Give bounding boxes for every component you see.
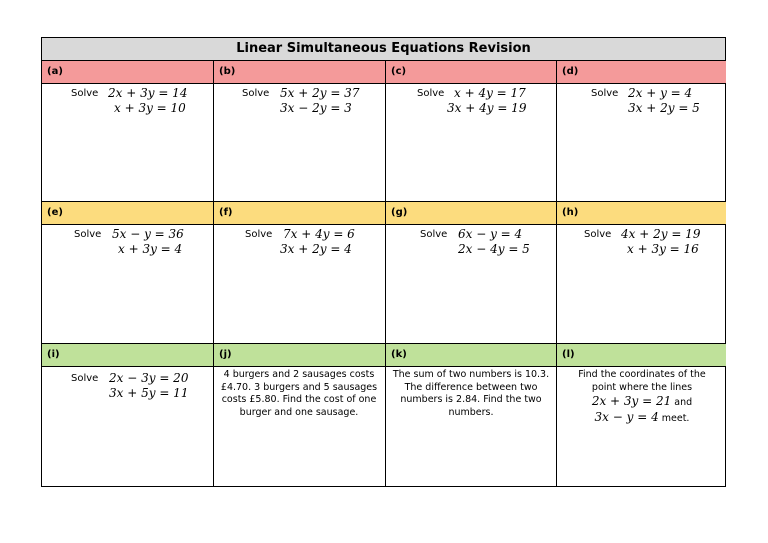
- solve-label: Solve: [584, 229, 612, 240]
- meet-word: meet.: [661, 413, 690, 424]
- equation-f-2: 3x + 2y = 4: [280, 242, 352, 256]
- solve-label: Solve: [420, 229, 448, 240]
- equation-b-1: 5x + 2y = 37: [280, 86, 360, 100]
- equation-i-2: 3x + 5y = 11: [109, 386, 189, 400]
- equation-i-1: 2x − 3y = 20: [109, 371, 189, 385]
- solve-label: Solve: [242, 88, 270, 99]
- equation-d-1: 2x + y = 4: [628, 86, 693, 100]
- equation-b-2: 3x − 2y = 3: [280, 101, 352, 115]
- grid-divider: [385, 61, 386, 487]
- equation-l-2: 3x − y = 4: [594, 410, 659, 424]
- equation-g-2: 2x − 4y = 5: [458, 242, 530, 256]
- cell-j-header: (j): [214, 344, 385, 366]
- word-problem-k: The sum of two numbers is 10.3. The difference between two numbers is 2.84. Find the two numbers.: [392, 369, 550, 418]
- equation-a-1: 2x + 3y = 14: [108, 86, 188, 100]
- cell-h-header: (h): [557, 202, 726, 224]
- grid-divider: [42, 224, 725, 225]
- cell-e-header: (e): [42, 202, 213, 224]
- solve-label: Solve: [71, 373, 99, 384]
- grid-divider: [556, 61, 557, 487]
- cell-g-header: (g): [386, 202, 556, 224]
- solve-label: Solve: [417, 88, 445, 99]
- cell-c-header: (c): [386, 61, 556, 83]
- grid-divider: [42, 201, 725, 202]
- equation-f-1: 7x + 4y = 6: [283, 227, 355, 241]
- grid-divider: [42, 343, 725, 344]
- equation-d-2: 3x + 2y = 5: [628, 101, 700, 115]
- equation-a-2: x + 3y = 10: [114, 101, 186, 115]
- cell-l-header: (l): [557, 344, 726, 366]
- equation-c-2: 3x + 4y = 19: [447, 101, 527, 115]
- problem-l-line-1: Find the coordinates of the: [578, 369, 706, 380]
- equation-e-1: 5x − y = 36: [112, 227, 184, 241]
- grid-divider: [42, 83, 725, 84]
- grid-divider: [42, 366, 725, 367]
- worksheet-title: Linear Simultaneous Equations Revision: [42, 38, 725, 61]
- equation-c-1: x + 4y = 17: [454, 86, 526, 100]
- cell-i-header: (i): [42, 344, 213, 366]
- and-word: and: [674, 397, 693, 408]
- cell-f-header: (f): [214, 202, 385, 224]
- grid-divider: [213, 61, 214, 487]
- word-problem-j: 4 burgers and 2 sausages costs £4.70. 3 burgers and 5 sausages costs £5.80. Find the cost of one burger and one sausage.: [220, 369, 378, 418]
- equation-l-1: 2x + 3y = 21: [591, 394, 672, 408]
- cell-b-header: (b): [214, 61, 385, 83]
- equation-g-1: 6x − y = 4: [458, 227, 523, 241]
- equation-h-2: x + 3y = 16: [627, 242, 699, 256]
- equation-h-1: 4x + 2y = 19: [621, 227, 701, 241]
- cell-d-header: (d): [557, 61, 726, 83]
- problem-l-line-2: point where the lines: [591, 381, 693, 393]
- solve-label: Solve: [591, 88, 619, 99]
- worksheet: [41, 37, 726, 487]
- cell-a-header: (a): [42, 61, 213, 83]
- equation-e-2: x + 3y = 4: [118, 242, 183, 256]
- solve-label: Solve: [74, 229, 102, 240]
- solve-label: Solve: [71, 88, 99, 99]
- cell-k-header: (k): [386, 344, 556, 366]
- word-problem-l: [558, 369, 726, 426]
- solve-label: Solve: [245, 229, 273, 240]
